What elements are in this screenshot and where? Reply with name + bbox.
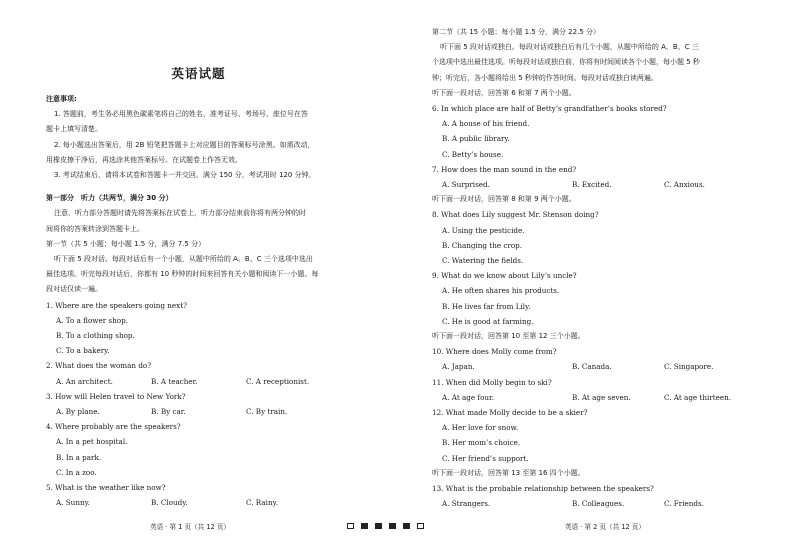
section-description: 听下面 5 段对话或独白。每段对话或独白后有几个小题，从题中所给的 A、B、C 三 bbox=[440, 43, 699, 52]
option: B. Colleagues. bbox=[572, 499, 625, 509]
option: C. Singapore. bbox=[664, 362, 714, 372]
section-heading: 第二节（共 15 小题；每小题 1.5 分，满分 22.5 分） bbox=[432, 28, 600, 36]
listening-prompt: 听下面一段对话，回答第 10 至第 12 三个小题。 bbox=[432, 332, 585, 341]
left-column bbox=[46, 92, 382, 510]
part-heading: 第一部分 听力（共两节，满分 30 分） bbox=[46, 194, 173, 203]
option: B. At age seven. bbox=[572, 392, 631, 402]
option: A. A house of his friend. bbox=[442, 119, 530, 129]
square-icon bbox=[389, 523, 396, 529]
option: A. Sunny. bbox=[56, 498, 90, 508]
question-text: 1. Where are the speakers going next? bbox=[46, 300, 187, 310]
option: C. To a bakery. bbox=[56, 346, 110, 356]
option: C. At age thirteen. bbox=[664, 392, 732, 402]
option: C. Betty’s house. bbox=[442, 149, 504, 159]
option: B. By car. bbox=[151, 407, 186, 417]
option: C. A receptionist. bbox=[246, 376, 310, 386]
listening-prompt: 听下面一段对话，回答第 13 至第 16 四个小题。 bbox=[432, 468, 585, 477]
option: C. Anxious. bbox=[664, 180, 705, 190]
notice-line: 1. 答题前，考生务必用黑色碳素笔将自己的姓名、准考证号、考场号、座位号在答 bbox=[54, 110, 308, 119]
section-description: 个选项中选出最佳选项。听每段对话或独白前，你将有时间阅读各个小题，每小题 5 秒 bbox=[432, 58, 700, 67]
option: A. In a pet hospital. bbox=[56, 437, 128, 447]
option: A. At age four. bbox=[442, 392, 494, 402]
option: A. Using the pesticide. bbox=[442, 225, 525, 235]
option: C. He is good at farming. bbox=[442, 316, 534, 326]
notice-heading: 注意事项: bbox=[46, 95, 77, 103]
question-text: 13. What is the probable relationship between the speakers? bbox=[432, 484, 654, 494]
question-text: 3. How will Helen travel to New York? bbox=[46, 391, 186, 401]
question-text: 4. Where probably are the speakers? bbox=[46, 422, 181, 432]
notice-line: 用橡皮擦干净后，再选涂其他答案标号。在试题卷上作答无效。 bbox=[46, 155, 242, 164]
question-text: 6. In which place are half of Betty’s grandfather’s books stored? bbox=[432, 104, 667, 114]
option: B. Canada. bbox=[572, 362, 612, 372]
section-description: 听下面 5 段对话。每段对话后有一个小题，从题中所给的 A、B、C 三个选项中选出 bbox=[54, 255, 313, 264]
section-heading: 第一节（共 5 小题；每小题 1.5 分，满分 7.5 分） bbox=[46, 239, 206, 248]
section-description: 段对话仅读一遍。 bbox=[46, 285, 102, 294]
options-row bbox=[432, 496, 784, 511]
section-description: 最佳选项。听完每段对话后，你都有 10 秒钟的时间来回答有关小题和阅读下一小题。每 bbox=[46, 270, 319, 279]
square-icon bbox=[417, 523, 424, 529]
option: B. Changing the crop. bbox=[442, 240, 523, 250]
options-row bbox=[46, 404, 382, 419]
listening-prompt: 听下面一段对话，回答第 6 和第 7 两个小题。 bbox=[432, 88, 576, 97]
question-text: 7. How does the man sound in the end? bbox=[432, 164, 577, 174]
option: B. Excited. bbox=[572, 180, 612, 190]
option: C. Rainy. bbox=[246, 498, 278, 508]
option: B. A teacher. bbox=[151, 376, 198, 386]
exam-title: 英语试题 bbox=[171, 66, 226, 81]
option: B. In a park. bbox=[56, 452, 102, 462]
question-text: 11. When did Molly begin to ski? bbox=[432, 377, 552, 387]
part-description: 注意，听力部分答题时请先将答案标在试卷上，听力部分结束前你将有两分钟的时 bbox=[54, 209, 306, 218]
page-divider-marks bbox=[347, 523, 424, 529]
part-description: 间将你的答案转涂到答题卡上。 bbox=[46, 224, 144, 233]
notice-line: 3. 考试结束后，请将本试卷和答题卡一并交回。满分 150 分，考试用时 120 分钟。 bbox=[54, 171, 316, 180]
question-text: 10. Where does Molly come from? bbox=[432, 347, 557, 357]
option: B. Cloudy. bbox=[151, 498, 188, 508]
option: C. Her friend’s support. bbox=[442, 453, 529, 463]
right-column bbox=[432, 25, 784, 512]
option: C. Friends. bbox=[664, 499, 704, 509]
option: B. He lives far from Lily. bbox=[442, 301, 531, 311]
question-text: 5. What is the weather like now? bbox=[46, 483, 166, 493]
section-description: 钟；听完后，各小题将给出 5 秒钟的作答时间。每段对话或独白读两遍。 bbox=[432, 73, 658, 82]
options-row bbox=[432, 390, 784, 405]
square-icon bbox=[403, 523, 410, 529]
page-footer-left: 英语 · 第 1 页（共 12 页） bbox=[150, 523, 231, 531]
options-row bbox=[432, 359, 784, 374]
question-text: 2. What does the woman do? bbox=[46, 361, 152, 371]
option: B. Her mom’s choice. bbox=[442, 438, 521, 448]
question-text: 9. What do we know about Lily’s uncle? bbox=[432, 271, 577, 281]
page-footer-right: 英语 · 第 2 页（共 12 页） bbox=[565, 523, 646, 531]
option: B. To a clothing shop. bbox=[56, 331, 135, 341]
option: A. To a flower shop. bbox=[56, 315, 128, 325]
option: A. Her love for snow. bbox=[442, 423, 519, 433]
option: A. An architect. bbox=[56, 376, 113, 386]
options-row bbox=[46, 374, 382, 389]
notice-line: 2. 每小题选出答案后，用 2B 铅笔把答题卡上对应题目的答案标号涂黑。如需改动， bbox=[54, 140, 315, 149]
notice-line: 题卡上填写清楚。 bbox=[46, 125, 102, 134]
option: C. In a zoo. bbox=[56, 467, 97, 477]
square-icon bbox=[375, 523, 382, 529]
option: C. By train. bbox=[246, 407, 288, 417]
options-row bbox=[46, 495, 382, 510]
option: A. By plane. bbox=[56, 407, 100, 417]
option: C. Watering the fields. bbox=[442, 256, 524, 266]
question-text: 8. What does Lily suggest Mr. Stenson doing? bbox=[432, 210, 599, 220]
options-row bbox=[432, 177, 784, 192]
square-icon bbox=[347, 523, 354, 529]
question-text: 12. What made Molly decide to be a skier? bbox=[432, 408, 588, 418]
listening-prompt: 听下面一段对话，回答第 8 和第 9 两个小题。 bbox=[432, 195, 576, 204]
option: A. Japan. bbox=[442, 362, 475, 372]
square-icon bbox=[361, 523, 368, 529]
option: B. A public library. bbox=[442, 134, 510, 144]
option: A. Surprised. bbox=[442, 180, 490, 190]
option: A. Strangers. bbox=[442, 499, 491, 509]
option: A. He often shares his products. bbox=[442, 286, 560, 296]
